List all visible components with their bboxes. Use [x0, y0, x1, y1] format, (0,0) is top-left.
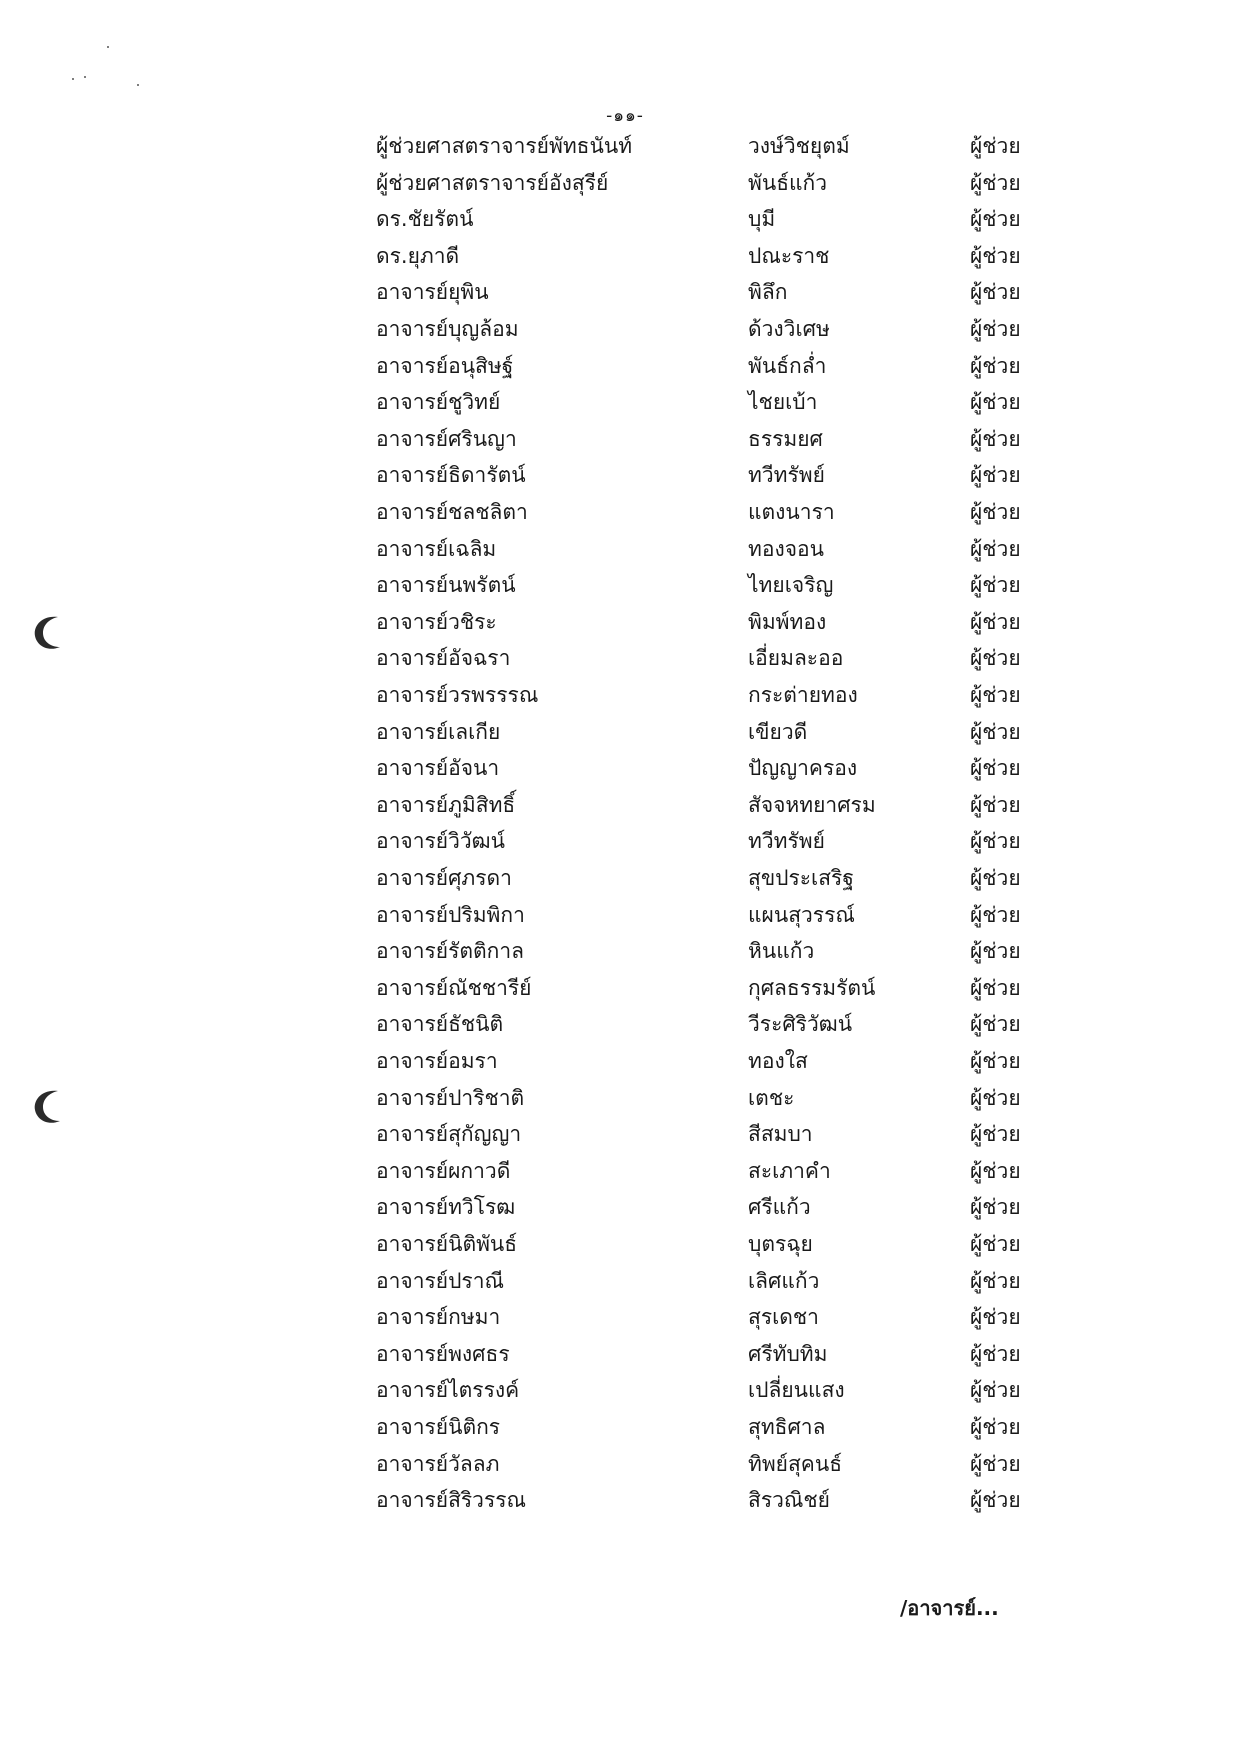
staff-surname: สิรวณิชย์: [748, 1488, 830, 1513]
roster-row: [0, 679, 1235, 711]
staff-name: อาจารย์วรพรรรณ: [376, 683, 539, 707]
staff-role: ผู้ช่วย: [970, 719, 1021, 744]
staff-role: ผู้ช่วย: [970, 1012, 1021, 1037]
staff-surname: เลิศแก้ว: [748, 1268, 820, 1293]
staff-surname: ศรีแก้ว: [748, 1195, 811, 1220]
staff-surname: วงษ์วิชยุตม์: [748, 134, 850, 158]
scan-speck: [84, 76, 86, 78]
staff-name: อาจารย์รัตติกาล: [376, 939, 525, 964]
staff-role: ผู้ช่วย: [970, 1415, 1021, 1439]
staff-name: อาจารย์อมรา: [376, 1049, 498, 1073]
staff-name: อาจารย์นิติกร: [376, 1415, 501, 1439]
staff-role: ผู้ช่วย: [970, 1085, 1021, 1110]
roster-row: [0, 130, 1235, 162]
scan-speck: [137, 84, 139, 86]
roster-row: [0, 1008, 1235, 1040]
continuation-note: /อาจารย์...: [900, 1596, 999, 1620]
staff-name: อาจารย์ชลชลิตา: [376, 500, 528, 524]
staff-role: ผู้ช่วย: [970, 573, 1021, 598]
staff-name: อาจารย์นิติพันธ์: [376, 1232, 518, 1256]
scan-speck: [72, 78, 74, 80]
staff-name: อาจารย์ปราณี: [376, 1268, 504, 1293]
staff-name: ดร.ยุภาดี: [376, 243, 460, 268]
roster-row: [0, 862, 1235, 894]
roster-row: [0, 423, 1235, 455]
staff-name: อาจารย์ยุพิน: [376, 280, 489, 305]
staff-name: อาจารย์อนุสิษฐ์: [376, 353, 514, 378]
staff-surname: ปัญญาครอง: [748, 756, 858, 781]
punch-hole-mark: [32, 614, 66, 652]
staff-role: ผู้ช่วย: [970, 756, 1021, 781]
roster-row: [0, 240, 1235, 272]
staff-role: ผู้ช่วย: [970, 1195, 1021, 1220]
roster-row: [0, 1338, 1235, 1370]
staff-name: ดร.ชัยรัตน์: [376, 207, 474, 232]
staff-surname: ไทยเจริญ: [748, 573, 834, 598]
staff-name: อาจารย์วิวัฒน์: [376, 829, 505, 854]
staff-surname: ทวีทรัพย์: [748, 463, 825, 488]
staff-role: ผู้ช่วย: [970, 829, 1021, 854]
roster-row: [0, 1191, 1235, 1223]
staff-name: อาจารย์ไตรรงค์: [376, 1378, 520, 1403]
staff-role: ผู้ช่วย: [970, 1158, 1021, 1183]
staff-name: อาจารย์อัจฉรา: [376, 646, 511, 671]
staff-role: ผู้ช่วย: [970, 1488, 1021, 1513]
staff-role: ผู้ช่วย: [970, 1341, 1021, 1366]
staff-surname: พิมพ์ทอง: [748, 609, 827, 634]
staff-name: อาจารย์ศุภรดา: [376, 866, 512, 890]
staff-name: อาจารย์สิริวรรณ: [376, 1488, 527, 1513]
roster-row: [0, 276, 1235, 308]
staff-surname: สัจจหทยาศรม: [748, 792, 876, 817]
scan-speck: [107, 46, 109, 48]
roster-row: [0, 716, 1235, 748]
staff-role: ผู้ช่วย: [970, 317, 1021, 341]
staff-role: ผู้ช่วย: [970, 683, 1021, 707]
roster-row: [0, 825, 1235, 857]
staff-surname: พิลึก: [748, 280, 788, 305]
roster-row: [0, 496, 1235, 528]
staff-name: อาจารย์ภูมิสิทธิ์: [376, 792, 516, 817]
staff-name: อาจารย์พงศธร: [376, 1341, 510, 1366]
roster-row: [0, 1045, 1235, 1077]
staff-name: ผู้ช่วยศาสตราจารย์อังสุรีย์: [376, 170, 609, 195]
roster-row: [0, 899, 1235, 931]
staff-surname: พันธ์แก้ว: [748, 170, 828, 195]
staff-surname: แตงนารา: [748, 500, 835, 524]
staff-surname: วีระศิริวัฒน์: [748, 1012, 853, 1037]
staff-role: ผู้ช่วย: [970, 243, 1021, 268]
staff-surname: สุขประเสริฐ: [748, 866, 854, 890]
roster-row: [0, 1448, 1235, 1480]
roster-row: [0, 606, 1235, 638]
staff-name: อาจารย์บุญล้อม: [376, 317, 519, 341]
staff-role: ผู้ช่วย: [970, 353, 1021, 378]
staff-role: ผู้ช่วย: [970, 500, 1021, 524]
staff-surname: ทองจอน: [748, 536, 824, 561]
roster-row: [0, 752, 1235, 784]
roster-row: [0, 1155, 1235, 1187]
staff-surname: ด้วงวิเศษ: [748, 317, 830, 341]
roster-row: [0, 1374, 1235, 1406]
staff-role: ผู้ช่วย: [970, 170, 1021, 195]
staff-surname: สะเภาคำ: [748, 1158, 831, 1183]
staff-role: ผู้ช่วย: [970, 902, 1021, 927]
roster-row: [0, 1411, 1235, 1443]
roster-row: [0, 1301, 1235, 1333]
staff-role: ผู้ช่วย: [970, 1049, 1021, 1073]
roster-row: [0, 1265, 1235, 1297]
staff-role: ผู้ช่วย: [970, 609, 1021, 634]
punch-hole-mark: [32, 1088, 66, 1126]
staff-surname: บุตรฉุย: [748, 1232, 813, 1256]
staff-name: อาจารย์ผกาวดี: [376, 1158, 511, 1183]
staff-role: ผู้ช่วย: [970, 463, 1021, 488]
staff-surname: บุมี: [748, 207, 776, 232]
staff-role: ผู้ช่วย: [970, 280, 1021, 305]
staff-name: อาจารย์วชิระ: [376, 609, 497, 634]
staff-name: อาจารย์ทวิโรฒ: [376, 1195, 516, 1220]
staff-surname: สุทธิศาล: [748, 1415, 826, 1439]
staff-name: อาจารย์สุกัญญา: [376, 1122, 522, 1147]
staff-name: อาจารย์ศรินญา: [376, 426, 517, 451]
staff-role: ผู้ช่วย: [970, 390, 1021, 415]
staff-surname: เปลี่ยนแสง: [748, 1378, 845, 1403]
staff-role: ผู้ช่วย: [970, 207, 1021, 232]
staff-surname: แผนสุวรรณ์: [748, 902, 855, 927]
staff-role: ผู้ช่วย: [970, 134, 1021, 158]
staff-surname: พันธ์กล่ำ: [748, 353, 827, 378]
staff-role: ผู้ช่วย: [970, 866, 1021, 890]
roster-row: [0, 1082, 1235, 1114]
roster-row: [0, 533, 1235, 565]
roster-row: [0, 789, 1235, 821]
staff-surname: กุศลธรรมรัตน์: [748, 975, 876, 1000]
roster-row: [0, 350, 1235, 382]
staff-surname: เขียวดี: [748, 719, 808, 744]
roster-row: [0, 972, 1235, 1004]
staff-role: ผู้ช่วย: [970, 792, 1021, 817]
staff-surname: เตชะ: [748, 1085, 795, 1110]
staff-name: อาจารย์ธัชนิติ: [376, 1012, 504, 1037]
staff-name: อาจารย์ณัชชารีย์: [376, 975, 532, 1000]
roster-row: [0, 459, 1235, 491]
page-number: -๑๑-: [606, 106, 644, 126]
staff-name: อาจารย์กษมา: [376, 1305, 501, 1330]
staff-role: ผู้ช่วย: [970, 1268, 1021, 1293]
staff-surname: ศรีทับทิม: [748, 1341, 828, 1366]
roster-row: [0, 313, 1235, 345]
staff-role: ผู้ช่วย: [970, 1122, 1021, 1147]
staff-surname: หินแก้ว: [748, 939, 815, 964]
staff-surname: ทองใส: [748, 1049, 808, 1073]
staff-name: อาจารย์เลเกีย: [376, 719, 501, 744]
staff-role: ผู้ช่วย: [970, 1305, 1021, 1330]
staff-role: ผู้ช่วย: [970, 1378, 1021, 1403]
roster-row: [0, 167, 1235, 199]
roster-row: [0, 569, 1235, 601]
staff-name: อาจารย์ปริมพิกา: [376, 902, 525, 927]
staff-surname: ไชยเบ้า: [748, 390, 818, 415]
staff-name: อาจารย์นพรัตน์: [376, 573, 516, 598]
staff-name: อาจารย์ปาริชาติ: [376, 1085, 525, 1110]
staff-name: อาจารย์ชูวิทย์: [376, 390, 501, 415]
staff-surname: สีสมบา: [748, 1122, 813, 1147]
staff-surname: กระต่ายทอง: [748, 683, 858, 707]
roster-row: [0, 1484, 1235, 1516]
staff-role: ผู้ช่วย: [970, 939, 1021, 964]
roster-row: [0, 1118, 1235, 1150]
staff-role: ผู้ช่วย: [970, 646, 1021, 671]
staff-role: ผู้ช่วย: [970, 1232, 1021, 1256]
staff-role: ผู้ช่วย: [970, 1451, 1021, 1476]
roster-row: [0, 203, 1235, 235]
staff-name: ผู้ช่วยศาสตราจารย์พัทธนันท์: [376, 134, 633, 158]
roster-row: [0, 1228, 1235, 1260]
staff-surname: ทิพย์สุคนธ์: [748, 1451, 843, 1476]
roster-row: [0, 642, 1235, 674]
staff-surname: ปณะราช: [748, 243, 830, 268]
roster-row: [0, 935, 1235, 967]
staff-surname: สุรเดชา: [748, 1305, 819, 1330]
staff-name: อาจารย์วัลลภ: [376, 1451, 500, 1476]
staff-role: ผู้ช่วย: [970, 426, 1021, 451]
staff-surname: ธรรมยศ: [748, 426, 823, 451]
staff-name: อาจารย์อัจนา: [376, 756, 500, 781]
staff-name: อาจารย์ธิดารัตน์: [376, 463, 526, 488]
staff-role: ผู้ช่วย: [970, 536, 1021, 561]
roster-row: [0, 386, 1235, 418]
staff-surname: เอี่ยมละออ: [748, 646, 844, 671]
staff-name: อาจารย์เฉลิม: [376, 536, 497, 561]
staff-surname: ทวีทรัพย์: [748, 829, 825, 854]
staff-role: ผู้ช่วย: [970, 975, 1021, 1000]
